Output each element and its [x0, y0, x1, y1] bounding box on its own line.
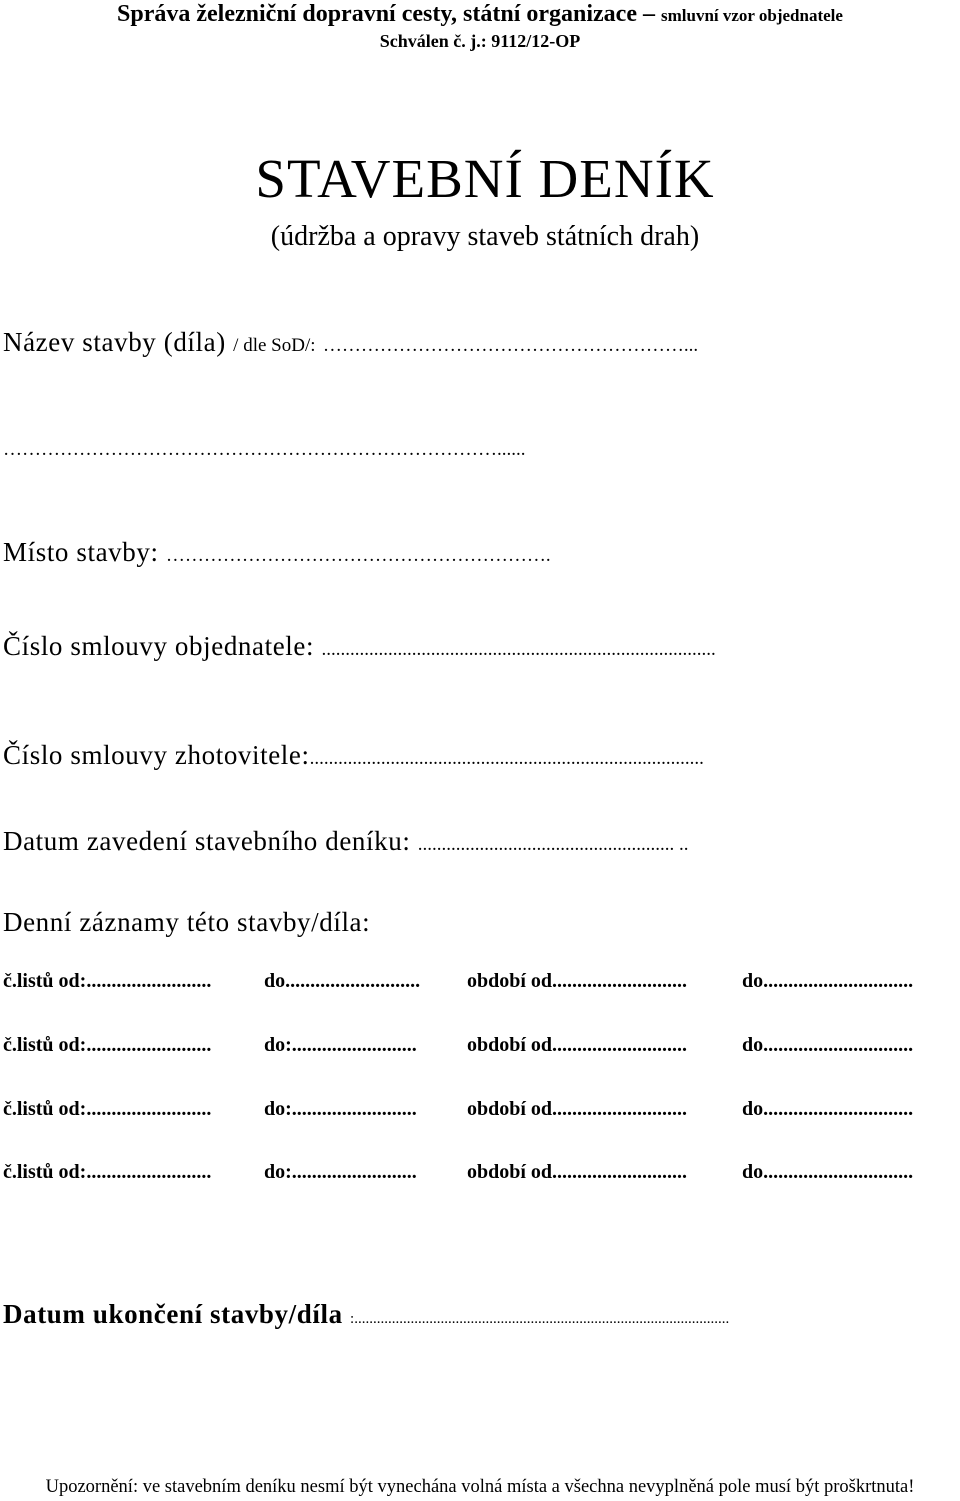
obdobi-od-field[interactable]: období od........................... — [467, 970, 688, 992]
listu-do-field[interactable]: do........................... — [264, 970, 421, 992]
datum-zavedeni-fill-dots[interactable]: ...................................................... .. — [417, 834, 689, 855]
obdobi-do-field[interactable]: do.............................. — [742, 1034, 914, 1056]
datum-zavedeni-label: Datum zavedení stavebního deníku: — [3, 826, 411, 856]
field-datum-zavedeni[interactable] — [3, 825, 689, 861]
nazev-fill-dots-line2[interactable]: ……………………………………………………………………...... — [3, 439, 526, 460]
obdobi-od-field[interactable]: období od........................... — [467, 1161, 688, 1183]
nazev-suffix: / dle SoD/: — [233, 335, 316, 356]
listu-do-field[interactable]: do:......................... — [264, 1098, 417, 1120]
obdobi-do-field[interactable]: do.............................. — [742, 1098, 914, 1120]
field-nazev-stavby[interactable] — [3, 326, 698, 362]
document-subtitle: (údržba a opravy staveb státních drah) — [270, 221, 700, 252]
misto-fill-dots[interactable]: ……………………………………………………. — [165, 545, 551, 566]
cislo-obj-label: Číslo smlouvy objednatele: — [3, 631, 315, 661]
nazev-label: Název stavby (díla) — [3, 327, 226, 357]
cislo-obj-fill-dots[interactable]: ................................................................................... — [321, 639, 716, 660]
nazev-fill-dots[interactable]: …………………………………………………... — [322, 335, 699, 356]
denni-zaznamy-heading: Denní záznamy této stavby/díla: — [3, 907, 371, 937]
datum-ukonceni-label: Datum ukončení stavby/díla — [3, 1299, 343, 1329]
listu-do-field[interactable]: do:......................... — [264, 1161, 417, 1183]
field-misto-stavby[interactable] — [3, 536, 551, 572]
field-cislo-smlouvy-objednatele[interactable] — [3, 630, 716, 666]
field-nazev-stavby-line2[interactable] — [3, 430, 526, 466]
listu-od-field[interactable]: č.listů od:......................... — [3, 1161, 212, 1183]
obdobi-do-field[interactable]: do.............................. — [742, 970, 914, 992]
template-note: smluvní vzor objednatele — [660, 6, 843, 25]
document-title: STAVEBNÍ DENÍK — [255, 148, 715, 209]
misto-label: Místo stavby: — [3, 537, 159, 567]
approval-number: Schválen č. j.: 9112/12-OP — [379, 31, 581, 51]
organization-name: Správa železniční dopravní cesty, státní organizace – — [117, 1, 655, 27]
listu-do-field[interactable]: do:......................... — [264, 1034, 417, 1056]
cislo-zhot-fill-dots[interactable]: ................................................................................... — [309, 748, 704, 769]
obdobi-do-field[interactable]: do.............................. — [742, 1161, 914, 1183]
header-organization-line — [0, 0, 960, 30]
obdobi-od-field[interactable]: období od........................... — [467, 1034, 688, 1056]
footer-warning: Upozornění: ve stavebním deníku nesmí být vynechána volná místa a všechna nevyplněná pole musí být proškrtnuta! — [45, 1477, 915, 1497]
listu-od-field[interactable]: č.listů od:......................... — [3, 1098, 212, 1120]
field-datum-ukonceni[interactable] — [3, 1298, 729, 1335]
obdobi-od-field[interactable]: období od........................... — [467, 1098, 688, 1120]
cislo-zhot-label: Číslo smlouvy zhotovitele: — [3, 740, 310, 770]
field-cislo-smlouvy-zhotovitele[interactable] — [3, 739, 704, 775]
datum-ukonceni-fill-dots[interactable]: :.................................................................................................... — [350, 1311, 730, 1327]
listu-od-field[interactable]: č.listů od:......................... — [3, 970, 212, 992]
listu-od-field[interactable]: č.listů od:......................... — [3, 1034, 212, 1056]
